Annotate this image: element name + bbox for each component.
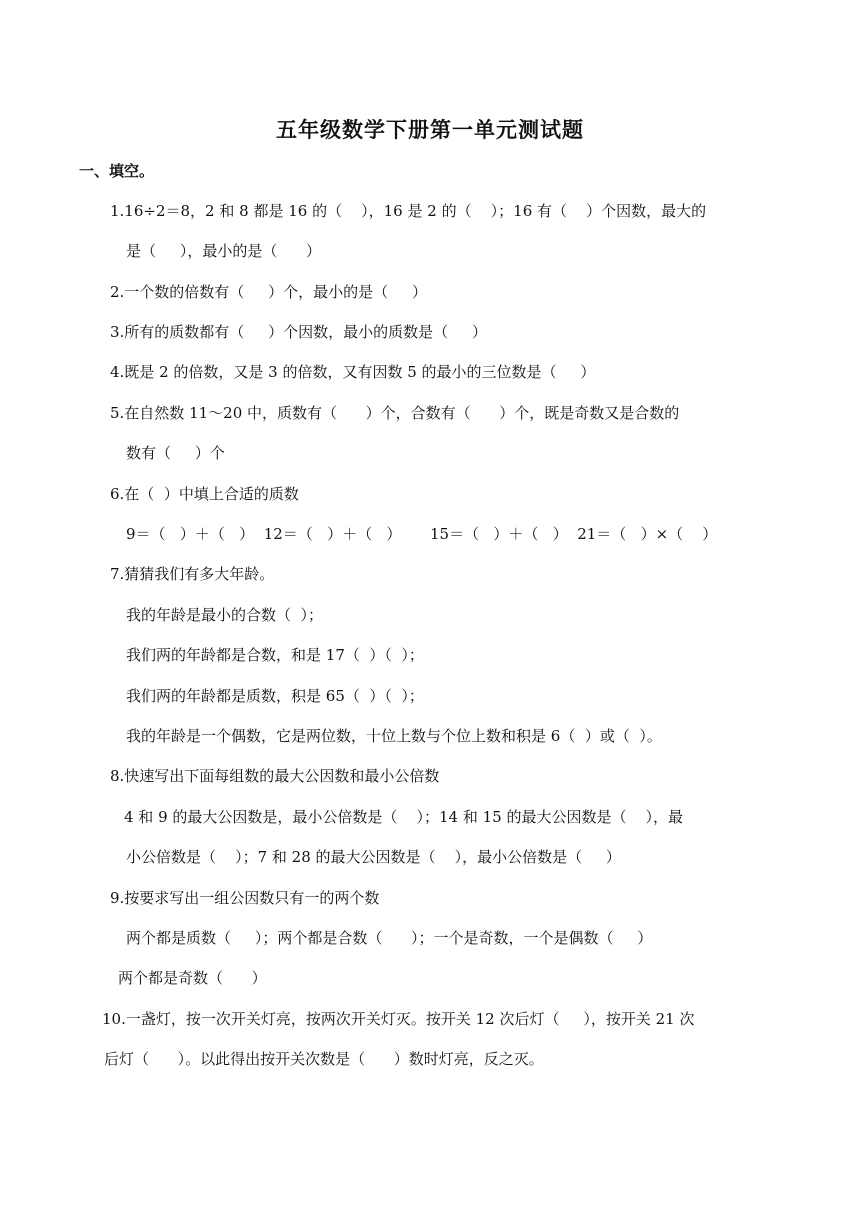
question-9: 9.按要求写出一组公因数只有一的两个数 — [110, 889, 380, 907]
section-heading: 一、填空。 — [79, 162, 155, 180]
question-8: 8.快速写出下面每组数的最大公因数和最小公倍数 — [110, 767, 440, 785]
question-7: 7.猜猜我们有多大年龄。 — [110, 565, 275, 583]
question-1-line-1: 1.16÷2＝8，2 和 8 都是 16 的（ ），16 是 2 的（ ）；16 有（ ）个因数，最大的 — [110, 202, 707, 220]
question-2: 2.一个数的倍数有（ ）个，最小的是（ ） — [110, 283, 427, 301]
question-8-line-1: 4 和 9 的最大公因数是，最小公倍数是（ ）；14 和 15 的最大公因数是（ ），最 — [124, 808, 684, 826]
question-7-part-3: 我们两的年龄都是质数，积是 65（ ）（ ）； — [126, 687, 424, 705]
question-9-line-2: 两个都是奇数（ ） — [118, 969, 267, 987]
question-5-line-1: 5.在自然数 11～20 中，质数有（ ）个，合数有（ ）个，既是奇数又是合数的 — [110, 404, 680, 422]
question-10-line-1: 10.一盏灯，按一次开关灯亮，按两次开关灯灭。按开关 12 次后灯（ ），按开关 21 次 — [102, 1010, 695, 1028]
question-10-line-2: 后灯（ ）。以此得出按开关次数是（ ）数时灯亮，反之灭。 — [104, 1050, 544, 1068]
question-7-part-1: 我的年龄是最小的合数（ ）； — [126, 606, 324, 624]
document-title: 五年级数学下册第一单元测试题 — [276, 117, 584, 142]
question-7-part-2: 我们两的年龄都是合数，和是 17（ ）（ ）； — [126, 646, 424, 664]
question-4: 4.既是 2 的倍数，又是 3 的倍数，又有因数 5 的最小的三位数是（ ） — [110, 363, 596, 381]
question-6-equations: 9＝（ ）＋（ ） 12＝（ ）＋（ ） 15＝（ ）＋（ ） 21＝（ ）×（ ） — [126, 525, 718, 543]
question-3: 3.所有的质数都有（ ）个因数，最小的质数是（ ） — [110, 323, 487, 341]
question-5-line-2: 数有（ ）个 — [126, 444, 225, 462]
question-7-part-4: 我的年龄是一个偶数，它是两位数，十位上数与个位上数和积是 6（ ）或（ ）。 — [126, 727, 662, 745]
question-9-line-1: 两个都是质数（ ）；两个都是合数（ ）；一个是奇数，一个是偶数（ ） — [126, 929, 653, 947]
question-1-line-2: 是（ ），最小的是（ ） — [126, 242, 321, 260]
question-6: 6.在（ ）中填上合适的质数 — [110, 485, 299, 503]
question-8-line-2: 小公倍数是（ ）；7 和 28 的最大公因数是（ ），最小公倍数是（ ） — [126, 848, 621, 866]
